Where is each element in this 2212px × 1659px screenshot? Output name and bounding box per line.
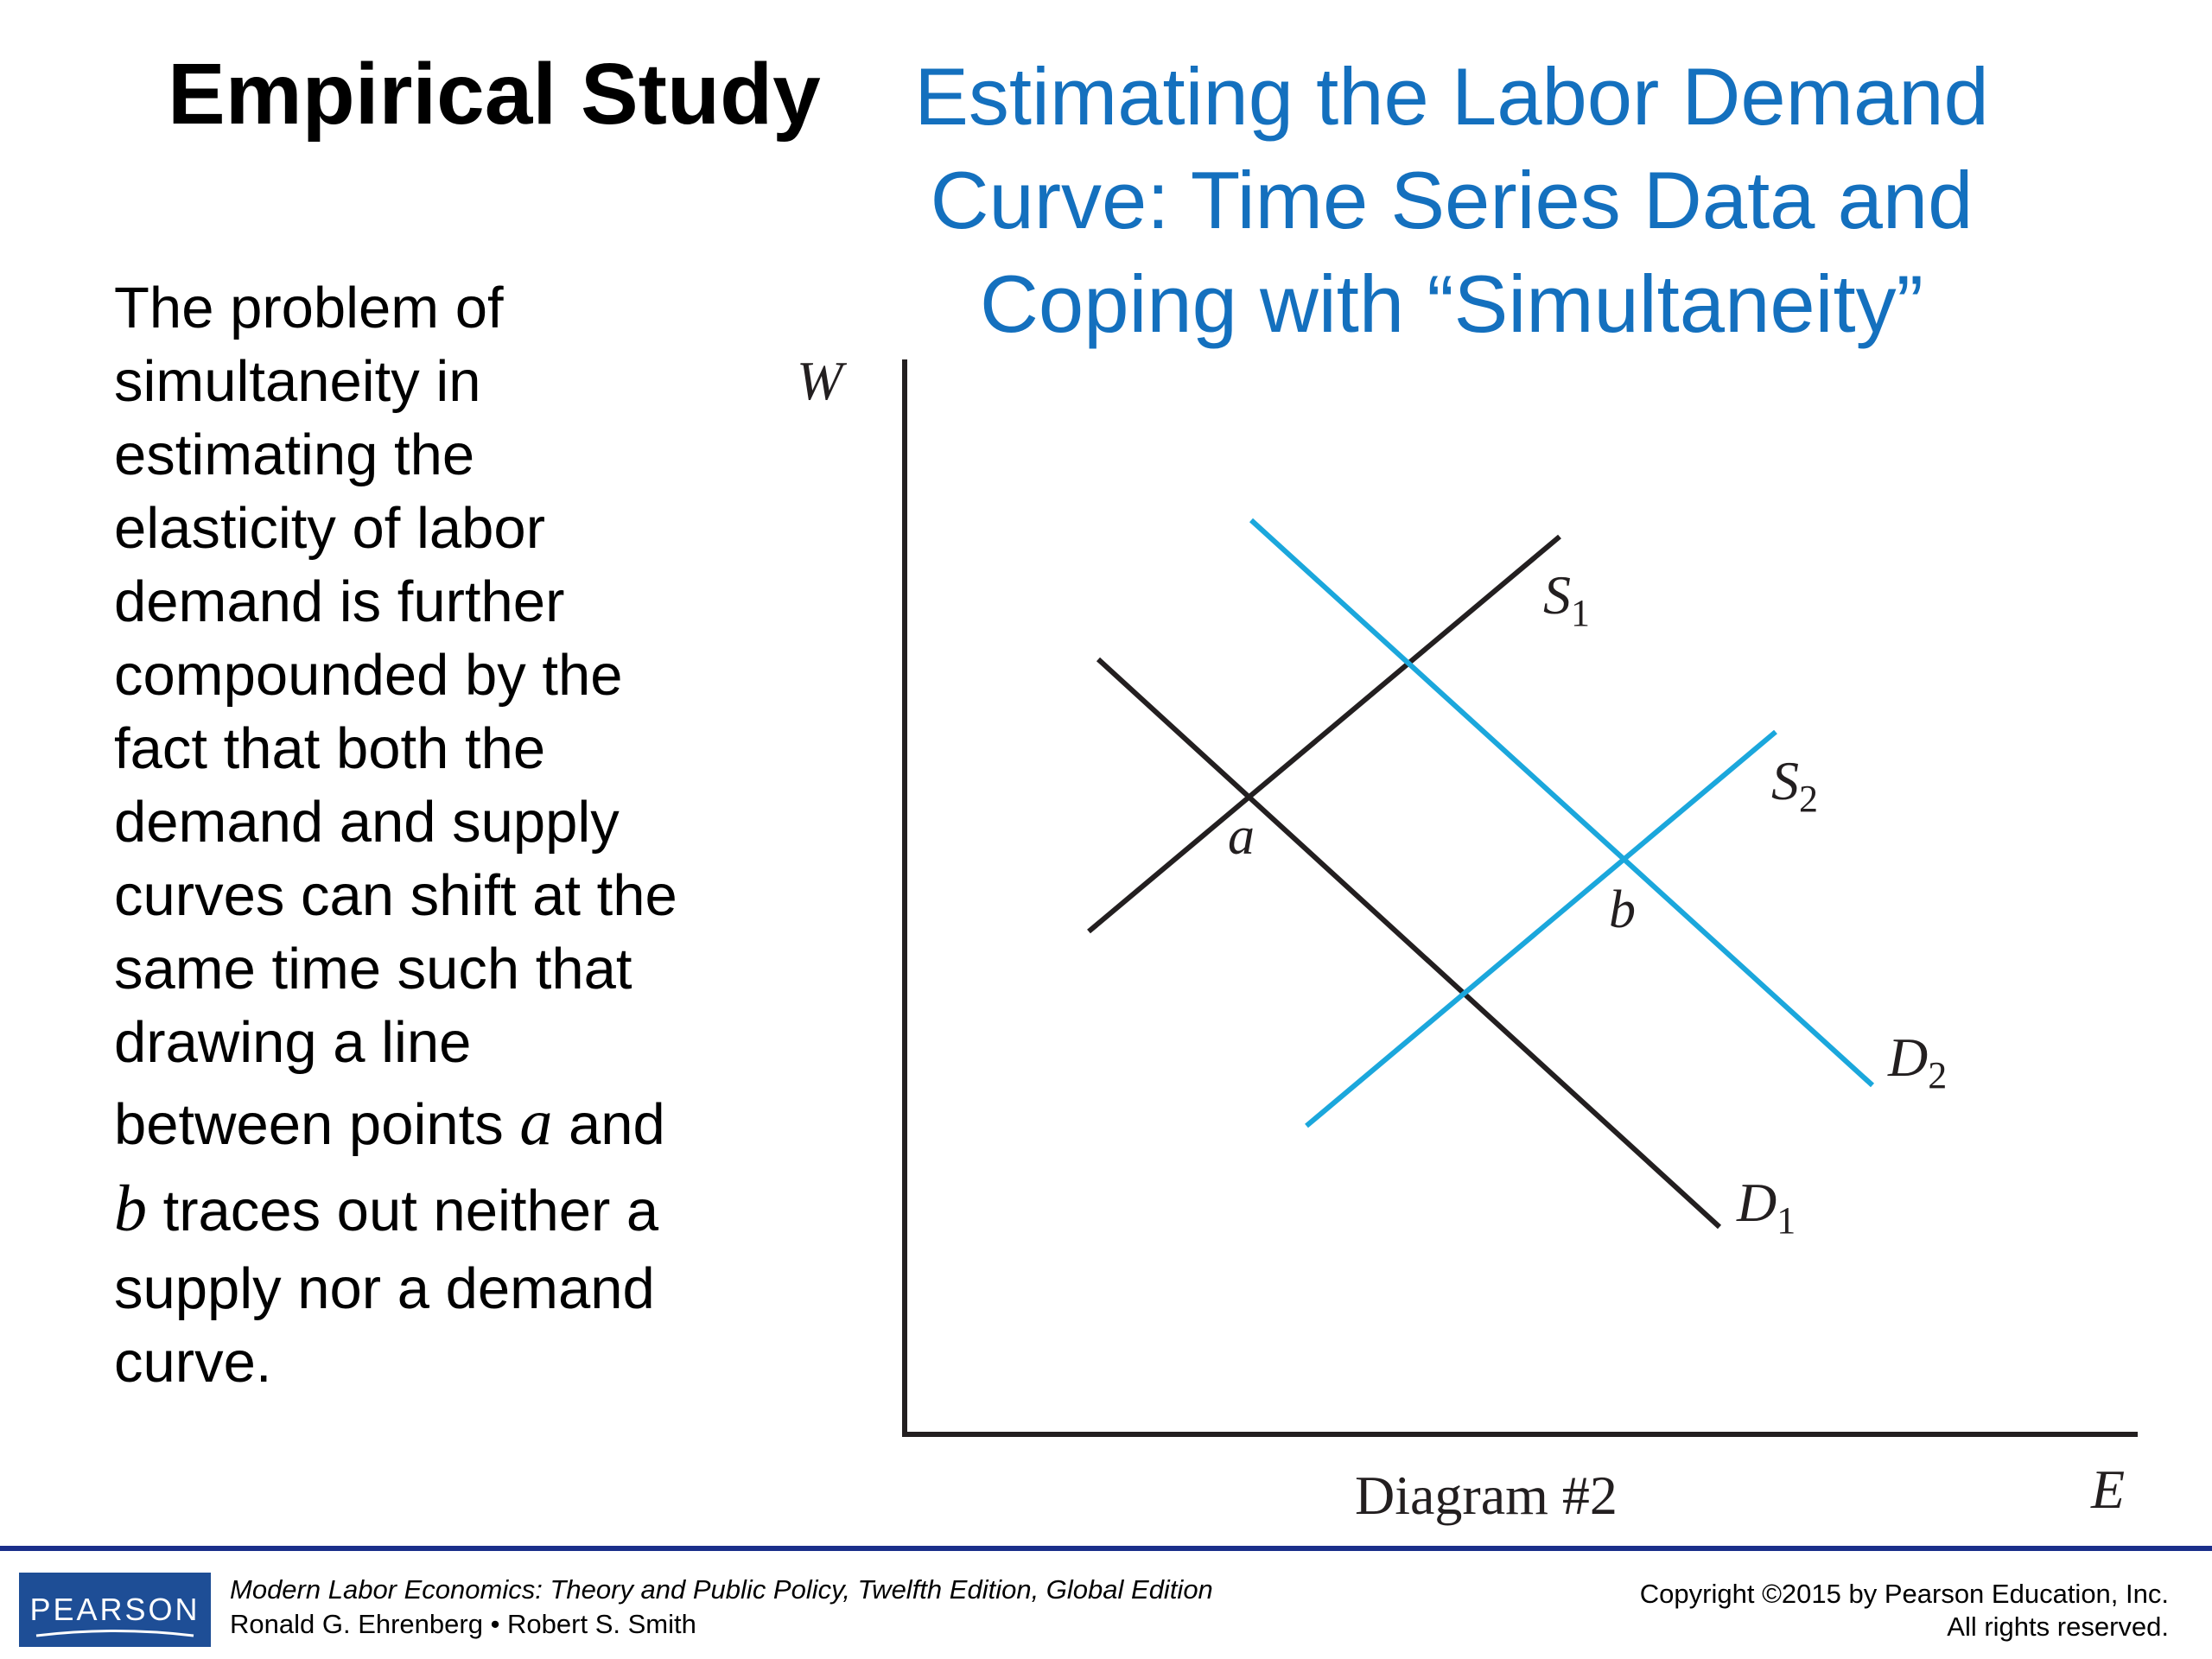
- point-a-label: a: [1228, 807, 1255, 866]
- s1-label: [1543, 564, 1590, 634]
- slide-title-line-3: Coping with “Simultaneity”: [980, 258, 1923, 349]
- body-line-7: fact that both the: [114, 716, 546, 781]
- book-title: Modern Labor Economics: Theory and Public Policy, Twelfth Edition, Global Edition: [230, 1574, 1213, 1605]
- body-line-2: simultaneity in: [114, 349, 481, 414]
- body-line-15: curve.: [114, 1330, 272, 1395]
- copyright-line-1: Copyright ©2015 by Pearson Education, Inc.: [1639, 1579, 2169, 1609]
- x-axis-label: E: [2091, 1459, 2126, 1520]
- d1-letter: D: [1737, 1172, 1777, 1233]
- d2-label: [1887, 1027, 1947, 1096]
- body-line-6: compounded by the: [114, 643, 623, 708]
- copyright-notice: [1640, 1578, 2169, 1643]
- body-line-8: demand and supply: [114, 790, 620, 855]
- book-authors: Ronald G. Ehrenberg • Robert S. Smith: [230, 1609, 696, 1639]
- copyright-line-2: All rights reserved.: [1947, 1611, 2169, 1642]
- body-line-12-suffix: and: [552, 1092, 665, 1157]
- point-a-reference: a: [519, 1086, 553, 1159]
- slide-title-line-2: Curve: Time Series Data and: [930, 155, 1974, 245]
- y-axis-label: W: [797, 350, 843, 411]
- diagram-caption: Diagram #2: [1355, 1465, 1618, 1526]
- point-b-reference: b: [114, 1173, 147, 1245]
- s2-label: [1771, 750, 1818, 820]
- s2-subscript: 2: [1799, 778, 1818, 820]
- d1-subscript: 1: [1777, 1199, 1796, 1242]
- body-line-1: The problem of: [114, 276, 504, 340]
- footer-rule: [0, 1546, 2212, 1551]
- pearson-logo: PEARSON: [19, 1573, 211, 1647]
- s2-letter: S: [1771, 750, 1799, 811]
- logo-swoosh-icon: [35, 1628, 195, 1638]
- body-line-9: curves can shift at the: [114, 863, 677, 928]
- d2-letter: D: [1888, 1027, 1929, 1088]
- body-line-11: drawing a line: [114, 1010, 472, 1075]
- s1-letter: S: [1543, 564, 1571, 626]
- d1-label: [1736, 1172, 1796, 1242]
- body-line-4: elasticity of labor: [114, 496, 545, 561]
- d2-subscript: 2: [1928, 1054, 1948, 1096]
- body-line-3: estimating the: [114, 423, 475, 487]
- body-line-14: supply nor a demand: [114, 1256, 655, 1321]
- slide-title-line-1: Estimating the Labor Demand: [914, 51, 1989, 142]
- body-line-12-prefix: between points: [114, 1092, 520, 1157]
- empirical-study-label: Empirical Study: [168, 46, 821, 143]
- point-b-label: b: [1609, 880, 1636, 939]
- s1-subscript: 1: [1571, 592, 1590, 634]
- body-line-5: demand is further: [114, 569, 565, 634]
- demand-curve-d1: [1098, 659, 1719, 1227]
- body-line-10: same time such that: [114, 937, 632, 1001]
- body-line-13-suffix: traces out neither a: [147, 1179, 659, 1243]
